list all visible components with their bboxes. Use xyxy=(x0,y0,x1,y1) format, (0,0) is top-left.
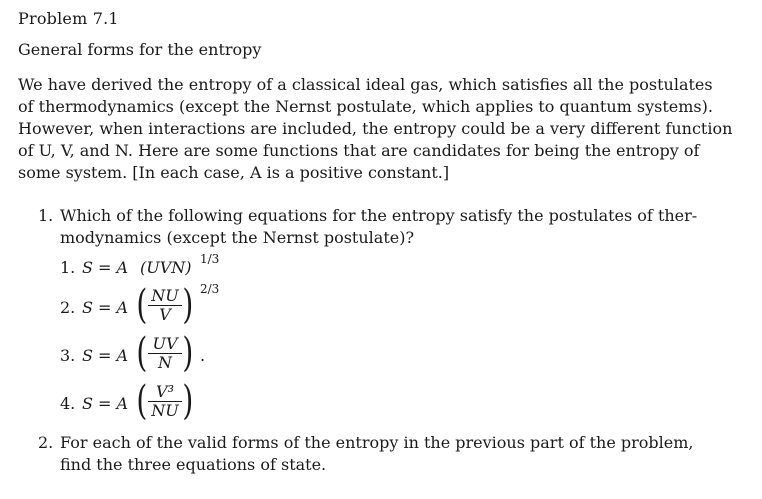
left-paren: ( xyxy=(136,330,148,376)
equation-4 xyxy=(60,380,280,426)
left-paren: ( xyxy=(136,282,148,328)
equation-trail: . xyxy=(200,346,206,365)
equation-body: (UVN) xyxy=(140,258,192,277)
equation-3 xyxy=(60,332,280,378)
right-paren: ) xyxy=(182,282,194,328)
left-paren: ( xyxy=(136,378,148,424)
problem-number: Problem 7.1 xyxy=(18,9,119,28)
equation-exponent: 2/3 xyxy=(200,282,220,296)
question-line: For each of the valid forms of the entropy in the previous part of the problem, xyxy=(60,433,694,452)
question-number: 1. xyxy=(38,206,54,225)
equation-label: 3. xyxy=(60,346,76,365)
right-paren: ) xyxy=(182,330,194,376)
question-line: Which of the following equations for the entropy satisfy the postulates of ther- xyxy=(60,206,698,225)
numerator: V³ xyxy=(156,382,174,401)
equation-label: 2. xyxy=(60,298,76,317)
equation-lhs: S = A xyxy=(82,394,129,413)
intro-line: However, when interactions are included, the entropy could be a very different function xyxy=(18,119,733,138)
right-paren: ) xyxy=(182,378,194,424)
question-number: 2. xyxy=(38,433,54,452)
denominator: V xyxy=(159,305,171,324)
denominator: N xyxy=(158,353,172,372)
numerator: NU xyxy=(151,286,179,305)
equation-label: 1. xyxy=(60,258,76,277)
equation-exponent: 1/3 xyxy=(200,252,220,266)
fraction xyxy=(148,335,182,372)
question-text xyxy=(60,205,730,249)
equation-1 xyxy=(60,252,260,282)
equation-lhs: S = A xyxy=(82,346,129,365)
equation-lhs: S = A xyxy=(82,258,129,277)
intro-line: of U, V, and N. Here are some functions that are candidates for being the entropy of xyxy=(18,141,700,160)
question-line: find the three equations of state. xyxy=(60,455,327,474)
equation-label: 4. xyxy=(60,394,76,413)
question-text xyxy=(60,432,730,476)
equation-2 xyxy=(60,284,280,330)
fraction xyxy=(148,383,182,420)
equation-lhs: S = A xyxy=(82,298,129,317)
numerator: UV xyxy=(152,334,178,353)
question-line: modynamics (except the Nernst postulate)? xyxy=(60,228,415,247)
intro-paragraph xyxy=(18,74,733,184)
intro-line: of thermodynamics (except the Nernst postulate, which applies to quantum systems). xyxy=(18,97,713,116)
fraction xyxy=(148,287,182,324)
section-title: General forms for the entropy xyxy=(18,40,262,59)
intro-line: some system. [In each case, A is a positive constant.] xyxy=(18,163,450,182)
intro-line: We have derived the entropy of a classical ideal gas, which satisfies all the postulates xyxy=(18,75,713,94)
denominator: NU xyxy=(151,401,179,420)
